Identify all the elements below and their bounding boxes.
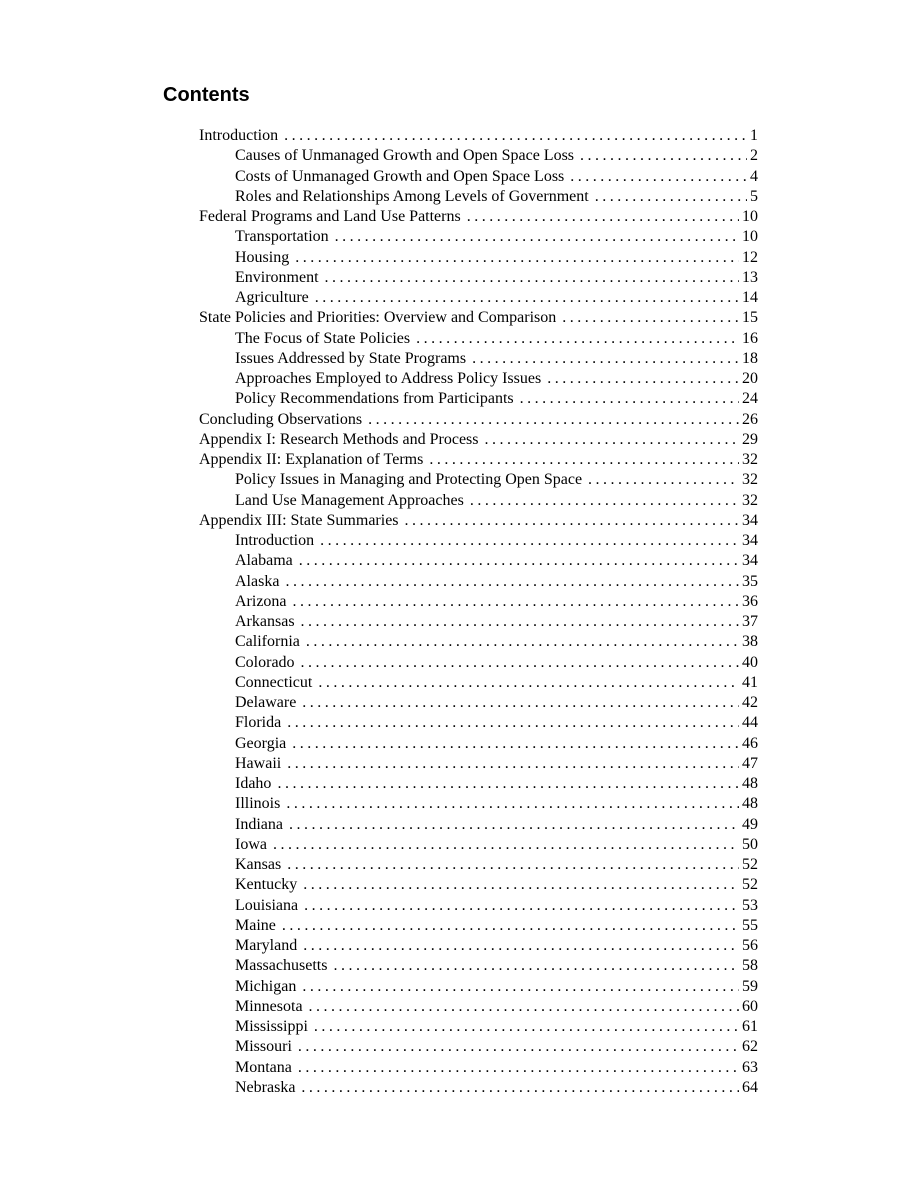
toc-page-number: 41 bbox=[742, 673, 758, 691]
toc-page-number: 63 bbox=[742, 1058, 758, 1076]
toc-entry[interactable] bbox=[199, 126, 758, 146]
toc-page-number: 40 bbox=[742, 653, 758, 671]
toc-page-number: 59 bbox=[742, 977, 758, 995]
toc-entry-title: Arizona bbox=[235, 592, 287, 610]
dot-leader bbox=[301, 1078, 739, 1098]
toc-entry-title: Missouri bbox=[235, 1038, 292, 1056]
dot-leader bbox=[301, 653, 739, 673]
toc-subentry[interactable] bbox=[199, 167, 758, 187]
toc-subentry[interactable] bbox=[199, 673, 758, 693]
toc-entry-title: Arkansas bbox=[235, 613, 295, 630]
toc-entry-title: Mississippi bbox=[235, 1018, 308, 1035]
toc-page-number: 2 bbox=[750, 147, 758, 165]
dot-leader bbox=[470, 491, 739, 511]
toc-entry-title: Causes of Unmanaged Growth and Open Space Loss bbox=[235, 147, 575, 165]
toc-page-number: 34 bbox=[742, 532, 758, 549]
dot-leader bbox=[472, 349, 739, 369]
toc-entry-title: Housing bbox=[235, 248, 290, 266]
toc-entry-title: Louisiana bbox=[235, 896, 299, 914]
toc-subentry[interactable] bbox=[199, 896, 758, 916]
toc-page-number: 1 bbox=[750, 127, 758, 144]
toc-entry-title: Alabama bbox=[235, 552, 293, 570]
toc-subentry[interactable] bbox=[199, 389, 758, 409]
toc-page-number: 55 bbox=[742, 916, 758, 934]
toc-entry[interactable] bbox=[199, 430, 758, 450]
toc-entry[interactable] bbox=[199, 308, 758, 328]
toc-entry-title: Concluding Observations bbox=[199, 410, 363, 428]
dot-leader bbox=[368, 410, 739, 430]
toc-entry-title: Land Use Management Approaches bbox=[235, 491, 464, 509]
toc-page-number: 52 bbox=[742, 856, 758, 873]
toc-subentry[interactable] bbox=[199, 227, 758, 247]
toc-entry-title: Alaska bbox=[235, 572, 280, 590]
dot-leader bbox=[287, 754, 739, 774]
dot-leader bbox=[547, 369, 739, 389]
toc-subentry[interactable] bbox=[199, 956, 758, 976]
toc-subentry[interactable] bbox=[199, 146, 758, 166]
toc-entry-title: Kentucky bbox=[235, 876, 298, 894]
toc-page-number: 36 bbox=[742, 592, 758, 610]
toc-subentry[interactable] bbox=[199, 288, 758, 308]
dot-leader bbox=[580, 146, 747, 166]
toc-page-number: 61 bbox=[742, 1018, 758, 1035]
toc-page-number: 18 bbox=[742, 349, 758, 367]
contents-heading: Contents bbox=[163, 84, 250, 106]
dot-leader bbox=[299, 551, 739, 571]
toc-subentry[interactable] bbox=[199, 916, 758, 936]
toc-page-number: 49 bbox=[742, 815, 758, 833]
dot-leader bbox=[285, 572, 739, 592]
toc-entry-title: California bbox=[235, 633, 300, 651]
toc-page-number: 14 bbox=[742, 289, 758, 306]
dot-leader bbox=[289, 815, 739, 835]
toc-page-number: 48 bbox=[742, 795, 758, 813]
toc-subentry[interactable] bbox=[199, 936, 758, 956]
dot-leader bbox=[335, 227, 739, 247]
toc-entry-title: Colorado bbox=[235, 653, 295, 671]
toc-subentry[interactable] bbox=[199, 349, 758, 369]
toc-subentry[interactable] bbox=[199, 592, 758, 612]
dot-leader bbox=[570, 167, 747, 187]
dot-leader bbox=[405, 511, 739, 531]
toc-page-number: 56 bbox=[742, 937, 758, 954]
toc-page-number: 10 bbox=[742, 228, 758, 246]
toc-page-number: 52 bbox=[742, 876, 758, 894]
dot-leader bbox=[304, 896, 739, 916]
toc-subentry[interactable] bbox=[199, 693, 758, 713]
toc-subentry[interactable] bbox=[199, 268, 758, 288]
dot-leader bbox=[286, 794, 739, 814]
toc-subentry[interactable] bbox=[199, 1037, 758, 1057]
toc-page-number: 42 bbox=[742, 694, 758, 711]
toc-entry-title: Policy Recommendations from Participants bbox=[235, 390, 514, 408]
toc-subentry[interactable] bbox=[199, 1017, 758, 1037]
toc-page-number: 32 bbox=[742, 491, 758, 509]
toc-page-number: 13 bbox=[742, 268, 758, 286]
dot-leader bbox=[303, 936, 739, 956]
dot-leader bbox=[595, 187, 747, 207]
toc-page-number: 26 bbox=[742, 410, 758, 428]
dot-leader bbox=[485, 430, 740, 450]
toc-entry-title: Federal Programs and Land Use Patterns bbox=[199, 208, 461, 225]
toc-entry-title: State Policies and Priorities: Overview and Comparison bbox=[199, 309, 557, 327]
dot-leader bbox=[293, 592, 739, 612]
toc-subentry[interactable] bbox=[199, 835, 758, 855]
toc-subentry[interactable] bbox=[199, 248, 758, 268]
toc-page-number: 12 bbox=[742, 248, 758, 266]
toc-entry-title: Agriculture bbox=[235, 289, 309, 306]
toc-subentry[interactable] bbox=[199, 734, 758, 754]
dot-leader bbox=[588, 470, 739, 490]
toc-entry-title: Minnesota bbox=[235, 997, 303, 1015]
toc-entry[interactable] bbox=[199, 511, 758, 531]
toc-entry-title: Policy Issues in Managing and Protecting Open Space bbox=[235, 471, 583, 489]
toc-entry-title: Transportation bbox=[235, 228, 329, 246]
dot-leader bbox=[295, 248, 739, 268]
dot-leader bbox=[277, 774, 739, 794]
toc-subentry[interactable] bbox=[199, 369, 758, 389]
toc-page-number: 53 bbox=[742, 896, 758, 914]
toc-entry-title: Michigan bbox=[235, 977, 297, 995]
dot-leader bbox=[287, 855, 739, 875]
toc-page-number: 10 bbox=[742, 208, 758, 225]
toc-entry-title: Maine bbox=[235, 916, 276, 934]
dot-leader bbox=[306, 632, 739, 652]
toc-entry-title: Introduction bbox=[199, 127, 279, 144]
toc-subentry[interactable] bbox=[199, 875, 758, 895]
dot-leader bbox=[302, 977, 739, 997]
toc-entry-title: Appendix III: State Summaries bbox=[199, 511, 399, 529]
dot-leader bbox=[318, 673, 739, 693]
toc-entry-title: Montana bbox=[235, 1058, 292, 1076]
toc-entry[interactable] bbox=[199, 450, 758, 470]
toc-entry-title: Roles and Relationships Among Levels of Government bbox=[235, 187, 589, 205]
toc-entry-title: Kansas bbox=[235, 856, 282, 873]
toc-entry-title: Iowa bbox=[235, 835, 267, 853]
dot-leader bbox=[282, 916, 739, 936]
toc-subentry[interactable] bbox=[199, 572, 758, 592]
dot-leader bbox=[315, 288, 739, 308]
dot-leader bbox=[333, 956, 739, 976]
toc-entry-title: Issues Addressed by State Programs bbox=[235, 349, 467, 367]
toc-entry[interactable] bbox=[199, 410, 758, 430]
dot-leader bbox=[416, 329, 739, 349]
toc-page-number: 37 bbox=[742, 613, 758, 630]
toc-subentry[interactable] bbox=[199, 491, 758, 511]
toc-entry[interactable] bbox=[199, 207, 758, 227]
toc-subentry[interactable] bbox=[199, 329, 758, 349]
toc-entry-title: Illinois bbox=[235, 795, 281, 813]
toc-page-number: 44 bbox=[742, 714, 758, 732]
toc-entry-title: Appendix I: Research Methods and Process bbox=[199, 430, 479, 448]
toc-entry-title: Georgia bbox=[235, 734, 287, 752]
toc-entry-title: Costs of Unmanaged Growth and Open Space Loss bbox=[235, 167, 565, 185]
toc-subentry[interactable] bbox=[199, 470, 758, 490]
toc-subentry[interactable] bbox=[199, 551, 758, 571]
toc-page-number: 64 bbox=[742, 1078, 758, 1096]
toc-page-number: 38 bbox=[742, 633, 758, 651]
toc-subentry[interactable] bbox=[199, 855, 758, 875]
toc-page-number: 20 bbox=[742, 370, 758, 387]
toc-page-number: 58 bbox=[742, 957, 758, 975]
toc-subentry[interactable] bbox=[199, 997, 758, 1017]
toc-subentry[interactable] bbox=[199, 531, 758, 551]
toc-subentry[interactable] bbox=[199, 187, 758, 207]
toc-entry-title: Environment bbox=[235, 268, 319, 286]
toc-subentry[interactable] bbox=[199, 653, 758, 673]
toc-subentry[interactable] bbox=[199, 1078, 758, 1098]
dot-leader bbox=[562, 308, 739, 328]
toc-page-number: 34 bbox=[742, 511, 758, 529]
toc-entry-title: Massachusetts bbox=[235, 957, 328, 975]
table-of-contents bbox=[199, 126, 758, 1098]
toc-entry-title: Connecticut bbox=[235, 673, 313, 691]
dot-leader bbox=[273, 835, 739, 855]
toc-subentry[interactable] bbox=[199, 815, 758, 835]
dot-leader bbox=[320, 531, 739, 551]
dot-leader bbox=[302, 693, 739, 713]
dot-leader bbox=[301, 612, 739, 632]
toc-page-number: 32 bbox=[742, 451, 758, 468]
toc-page-number: 47 bbox=[742, 754, 758, 772]
dot-leader bbox=[325, 268, 739, 288]
dot-leader bbox=[429, 450, 739, 470]
toc-entry-title: The Focus of State Policies bbox=[235, 329, 411, 347]
toc-page-number: 60 bbox=[742, 997, 758, 1015]
toc-entry-title: Indiana bbox=[235, 815, 283, 833]
toc-entry-title: Appendix II: Explanation of Terms bbox=[199, 451, 424, 468]
toc-entry-title: Introduction bbox=[235, 532, 315, 549]
toc-subentry[interactable] bbox=[199, 754, 758, 774]
toc-entry-title: Idaho bbox=[235, 775, 272, 792]
toc-subentry[interactable] bbox=[199, 1058, 758, 1078]
dot-leader bbox=[298, 1037, 739, 1057]
toc-subentry[interactable] bbox=[199, 713, 758, 733]
toc-entry-title: Hawaii bbox=[235, 754, 282, 772]
toc-subentry[interactable] bbox=[199, 794, 758, 814]
toc-page-number: 48 bbox=[742, 775, 758, 792]
toc-entry-title: Approaches Employed to Address Policy Issues bbox=[235, 370, 542, 387]
toc-entry-title: Nebraska bbox=[235, 1078, 296, 1096]
toc-page-number: 46 bbox=[742, 734, 758, 752]
toc-entry-title: Florida bbox=[235, 714, 282, 732]
dot-leader bbox=[309, 997, 739, 1017]
toc-subentry[interactable] bbox=[199, 612, 758, 632]
toc-page-number: 32 bbox=[742, 471, 758, 489]
toc-page-number: 4 bbox=[750, 167, 758, 185]
dot-leader bbox=[303, 875, 739, 895]
toc-entry-title: Delaware bbox=[235, 694, 297, 711]
toc-entry-title: Maryland bbox=[235, 937, 298, 954]
toc-subentry[interactable] bbox=[199, 632, 758, 652]
dot-leader bbox=[287, 713, 739, 733]
toc-subentry[interactable] bbox=[199, 977, 758, 997]
toc-page-number: 34 bbox=[742, 552, 758, 570]
dot-leader bbox=[314, 1017, 739, 1037]
toc-page-number: 5 bbox=[750, 187, 758, 205]
dot-leader bbox=[292, 734, 739, 754]
toc-page-number: 62 bbox=[742, 1038, 758, 1056]
toc-page-number: 35 bbox=[742, 572, 758, 590]
dot-leader bbox=[467, 207, 739, 227]
toc-page-number: 15 bbox=[742, 309, 758, 327]
toc-subentry[interactable] bbox=[199, 774, 758, 794]
dot-leader bbox=[298, 1058, 739, 1078]
dot-leader bbox=[520, 389, 739, 409]
toc-page-number: 50 bbox=[742, 835, 758, 853]
toc-page-number: 16 bbox=[742, 329, 758, 347]
toc-page-number: 24 bbox=[742, 390, 758, 408]
toc-page-number: 29 bbox=[742, 430, 758, 448]
dot-leader bbox=[284, 126, 747, 146]
